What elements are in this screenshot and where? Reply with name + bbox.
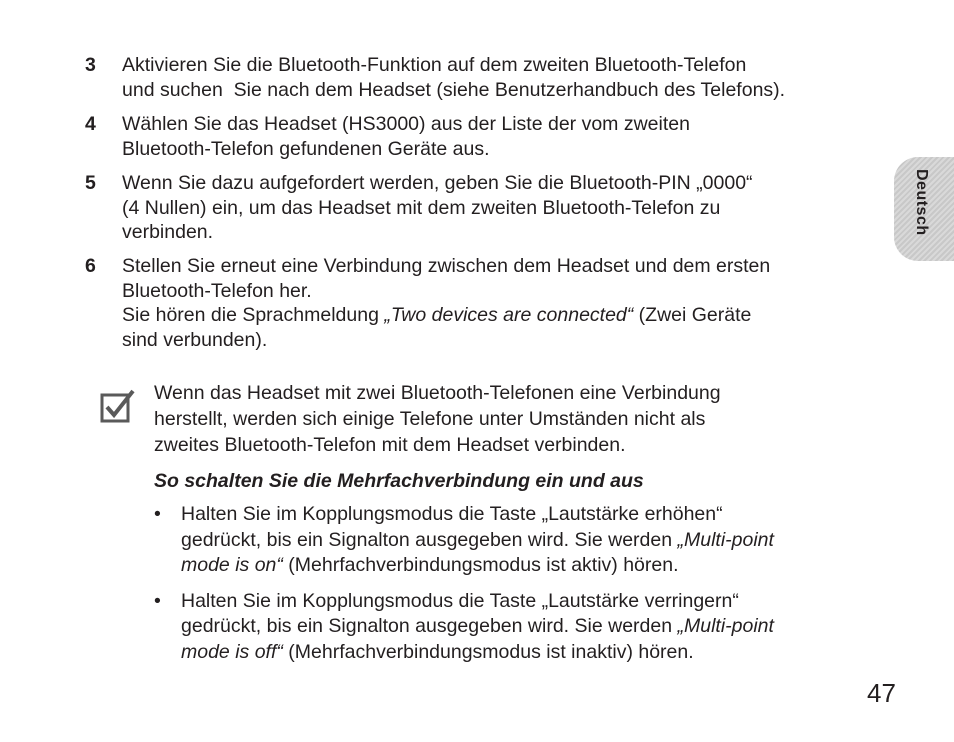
step-line	[122, 303, 885, 328]
voice-prompt: „Multi-point	[677, 528, 774, 551]
step-number: 4	[85, 113, 96, 135]
step-line: verbinden.	[122, 221, 214, 243]
voice-prompt: mode is on“	[181, 554, 283, 576]
step-number: 3	[85, 54, 96, 76]
step-4	[85, 112, 885, 161]
page-number: 47	[867, 678, 896, 708]
note-line: herstellt, werden sich einige Telefone unter Umständen nicht als	[154, 408, 706, 430]
bullet-dot: •	[154, 503, 161, 525]
bullet-item	[154, 502, 874, 579]
bullet-line	[181, 553, 874, 579]
bullet-line	[181, 640, 874, 666]
step-6	[85, 254, 885, 352]
voice-prompt: „Two devices are connected“	[384, 304, 634, 326]
bullet-list	[154, 502, 874, 665]
step-5	[85, 171, 885, 245]
bullet-line	[181, 528, 874, 554]
step-number: 5	[85, 172, 96, 194]
bullet-text: gedrückt, bis ein Signalton ausgegeben wird. Sie werden	[181, 615, 678, 637]
bullet-text: (Mehrfachverbindungsmodus ist aktiv) hören.	[282, 554, 679, 576]
bullet-text: (Mehrfachverbindungsmodus ist inaktiv) hören.	[282, 640, 694, 663]
step-line: Bluetooth-Telefon her.	[122, 279, 312, 302]
bullet-item	[154, 589, 874, 666]
step-line: Stellen Sie erneut eine Verbindung zwischen dem Headset und dem ersten	[122, 255, 771, 277]
voice-prompt: „Multi-point	[677, 615, 774, 637]
bullet-line	[181, 614, 874, 640]
step-text: (Zwei Geräte	[633, 304, 752, 326]
step-number: 6	[85, 255, 96, 277]
note-subhead: So schalten Sie die Mehrfachverbindung ein und aus	[154, 470, 644, 492]
bullet-text: gedrückt, bis ein Signalton ausgegeben wird. Sie werden	[181, 528, 678, 551]
bullet-line: Halten Sie im Kopplungsmodus die Taste „Lautstärke verringern“	[181, 589, 739, 612]
step-3	[85, 53, 885, 102]
note-block	[154, 380, 874, 675]
step-text: Sie hören die Sprachmeldung	[122, 304, 385, 326]
step-line: Wenn Sie dazu aufgefordert werden, geben Sie die Bluetooth-PIN „0000“	[122, 172, 753, 194]
step-line: Bluetooth-Telefon gefundenen Geräte aus.	[122, 137, 490, 160]
step-line: sind verbunden).	[122, 328, 268, 351]
checkbox-check-icon	[100, 388, 136, 424]
language-tab	[894, 157, 954, 261]
note-line: zweites Bluetooth-Telefon mit dem Headset verbinden.	[154, 434, 626, 456]
step-line: Wählen Sie das Headset (HS3000) aus der Liste der vom zweiten	[122, 113, 690, 135]
bullet-dot: •	[154, 589, 161, 612]
step-line: Aktivieren Sie die Bluetooth-Funktion auf dem zweiten Bluetooth-Telefon	[122, 54, 747, 76]
voice-prompt: mode is off“	[181, 640, 283, 663]
note-line: Wenn das Headset mit zwei Bluetooth-Telefonen eine Verbindung	[154, 382, 721, 404]
step-line: (4 Nullen) ein, um das Headset mit dem zweiten Bluetooth-Telefon zu	[122, 196, 721, 219]
step-line: und suchen Sie nach dem Headset (siehe Benutzerhandbuch des Telefons).	[122, 78, 786, 101]
bullet-line: Halten Sie im Kopplungsmodus die Taste „Lautstärke erhöhen“	[181, 503, 723, 525]
language-label: Deutsch	[913, 169, 930, 236]
